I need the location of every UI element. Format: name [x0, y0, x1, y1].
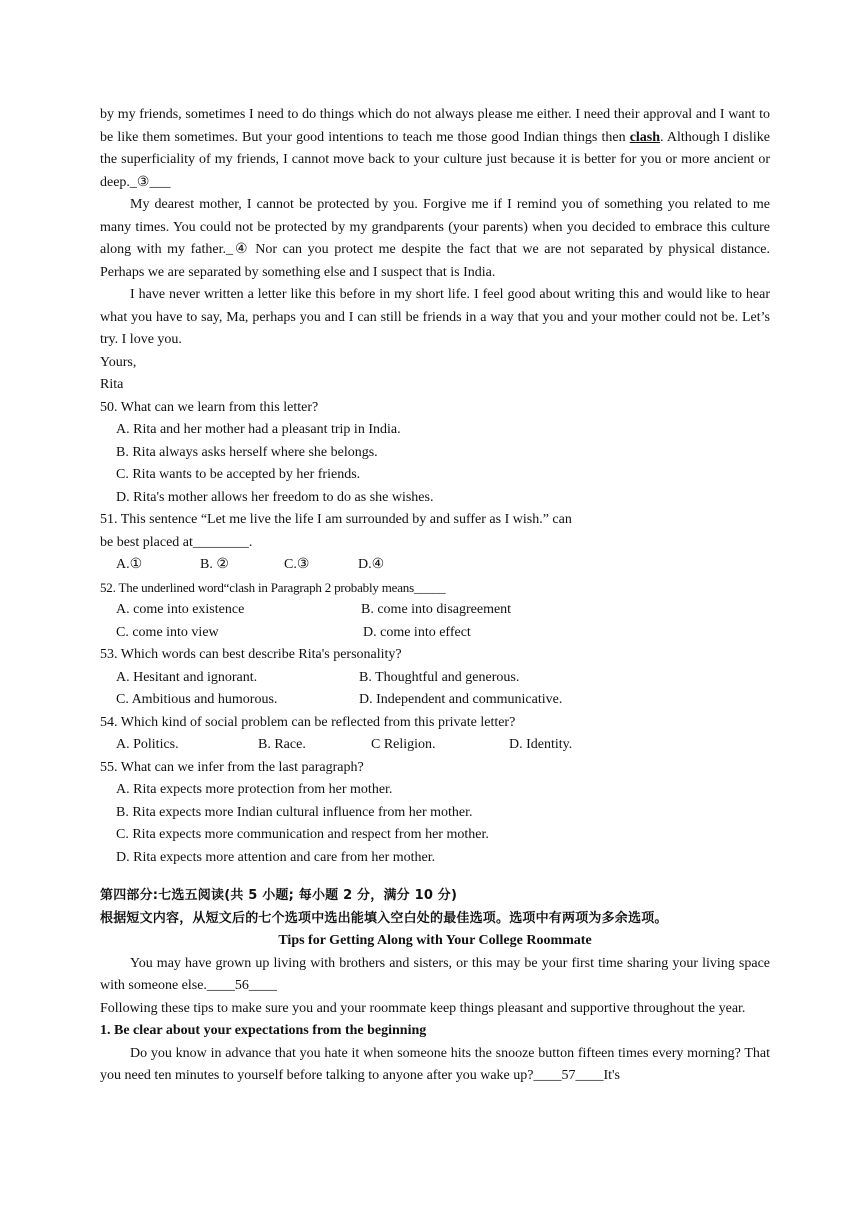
paragraph-text: . Although I dislike the superficiality of my friends, I cannot move back to your culture just because it is better for you or more ancient or deep._③___	[100, 129, 770, 190]
passage-title: Tips for Getting Along with Your College Roommate	[278, 933, 592, 948]
underlined-word-clash: clash	[629, 129, 661, 145]
letter-paragraph-1	[100, 104, 770, 194]
question-52-option-a: A. come into existence	[116, 602, 245, 617]
section-4-instruction: 根据短文内容，从短文后的七个选项中选出能填入空白处的最佳选项。选项中有两项为多余选项。	[100, 910, 668, 926]
question-51-stem-line-2: be best placed at________.	[100, 534, 253, 550]
question-54-option-b: B. Race.	[258, 737, 306, 752]
question-50-option-d: D. Rita's mother allows her freedom to do as she wishes.	[116, 489, 434, 505]
question-55-stem: 55. What can we infer from the last paragraph?	[100, 759, 364, 775]
letter-signature: Rita	[100, 377, 124, 392]
question-52-option-c: C. come into view	[116, 624, 219, 640]
question-53-stem: 53. Which words can best describe Rita's personality?	[100, 647, 402, 662]
question-50-stem: 50. What can we learn from this letter?	[100, 399, 319, 415]
question-55-option-a: A. Rita expects more protection from her mother.	[116, 782, 393, 797]
question-53-option-c: C. Ambitious and humorous.	[116, 692, 278, 707]
question-50-option-c: C. Rita wants to be accepted by her friends.	[116, 467, 361, 482]
question-53-options-row-1	[100, 667, 770, 690]
letter-paragraph-2: My dearest mother, I cannot be protected by you. Forgive me if I remind you of something you related to me many times. You could not be protected by my grandparents (your parents) when you decided to embrace this culture along with my father._④ Nor can you protect me despite the fact that we are not separated by physical distance. Perhaps we are separated by something else and I suspect that is India.	[100, 197, 770, 280]
question-55-option-c: C. Rita expects more communication and respect from her mother.	[116, 827, 489, 842]
question-55-option-d: D. Rita expects more attention and care from her mother.	[116, 849, 436, 865]
letter-closing: Yours,	[100, 354, 137, 370]
passage-paragraph-3: Do you know in advance that you hate it when someone hits the snooze button fifteen times every morning? That you need ten minutes to yourself before talking to anyone after you wake up?____57____It's	[100, 1045, 770, 1083]
question-52-option-d: D. come into effect	[363, 624, 471, 640]
question-51-options	[100, 554, 770, 577]
question-51-option-c: C.③	[284, 557, 310, 572]
letter-paragraph-3: I have never written a letter like this before in my short life. I feel good about writing this and would like to hear what you have to say, Ma, perhaps you and I can still be friends in a way that you and your mother could not be. Let’s try. I love you.	[100, 287, 770, 347]
question-54-option-a: A. Politics.	[116, 737, 179, 752]
question-50-option-b: B. Rita always asks herself where she belongs.	[116, 444, 378, 460]
question-52-options-row-1	[100, 599, 770, 622]
question-51-option-b: B. ②	[200, 557, 229, 572]
passage-paragraph-2: Following these tips to make sure you and your roommate keep things pleasant and supportive throughout the year.	[100, 1000, 746, 1016]
question-52-options-row-2	[100, 622, 770, 645]
question-54-stem: 54. Which kind of social problem can be reflected from this private letter?	[100, 714, 516, 730]
question-53-option-a: A. Hesitant and ignorant.	[116, 669, 258, 685]
question-54-options	[100, 734, 770, 757]
question-51-option-d: D.④	[358, 557, 385, 572]
question-52-stem: 52. The underlined word“clash in Paragraph 2 probably means_____	[100, 579, 446, 595]
question-54-option-c: C Religion.	[371, 737, 436, 752]
question-53-options-row-2	[100, 689, 770, 712]
question-51-stem-line-1: 51. This sentence “Let me live the life I am surrounded by and suffer as I wish.” can	[100, 512, 572, 527]
question-53-option-b: B. Thoughtful and generous.	[359, 669, 520, 685]
question-52-option-b: B. come into disagreement	[361, 602, 512, 617]
tip-1-heading: 1. Be clear about your expectations from the beginning	[100, 1023, 427, 1038]
question-51-option-a: A.①	[116, 557, 143, 572]
paragraph-text: by my friends, sometimes I need to do things which do not always please me either. I need their approval and I want to be like them sometimes. But your good intentions to teach me those good Indian things then	[100, 107, 770, 145]
question-54-option-d: D. Identity.	[509, 737, 573, 752]
question-50-option-a: A. Rita and her mother had a pleasant trip in India.	[116, 422, 401, 437]
passage-paragraph-1: You may have grown up living with brothers and sisters, or this may be your first time sharing your living space with someone else.____56____	[100, 955, 770, 993]
section-4-heading: 第四部分:七选五阅读(共 5 小题; 每小题 2 分，满分 10 分)	[100, 888, 458, 903]
document-page	[100, 104, 770, 1088]
section-spacer	[100, 869, 770, 885]
question-53-option-d: D. Independent and communicative.	[359, 692, 563, 707]
question-55-option-b: B. Rita expects more Indian cultural influence from her mother.	[116, 804, 473, 820]
